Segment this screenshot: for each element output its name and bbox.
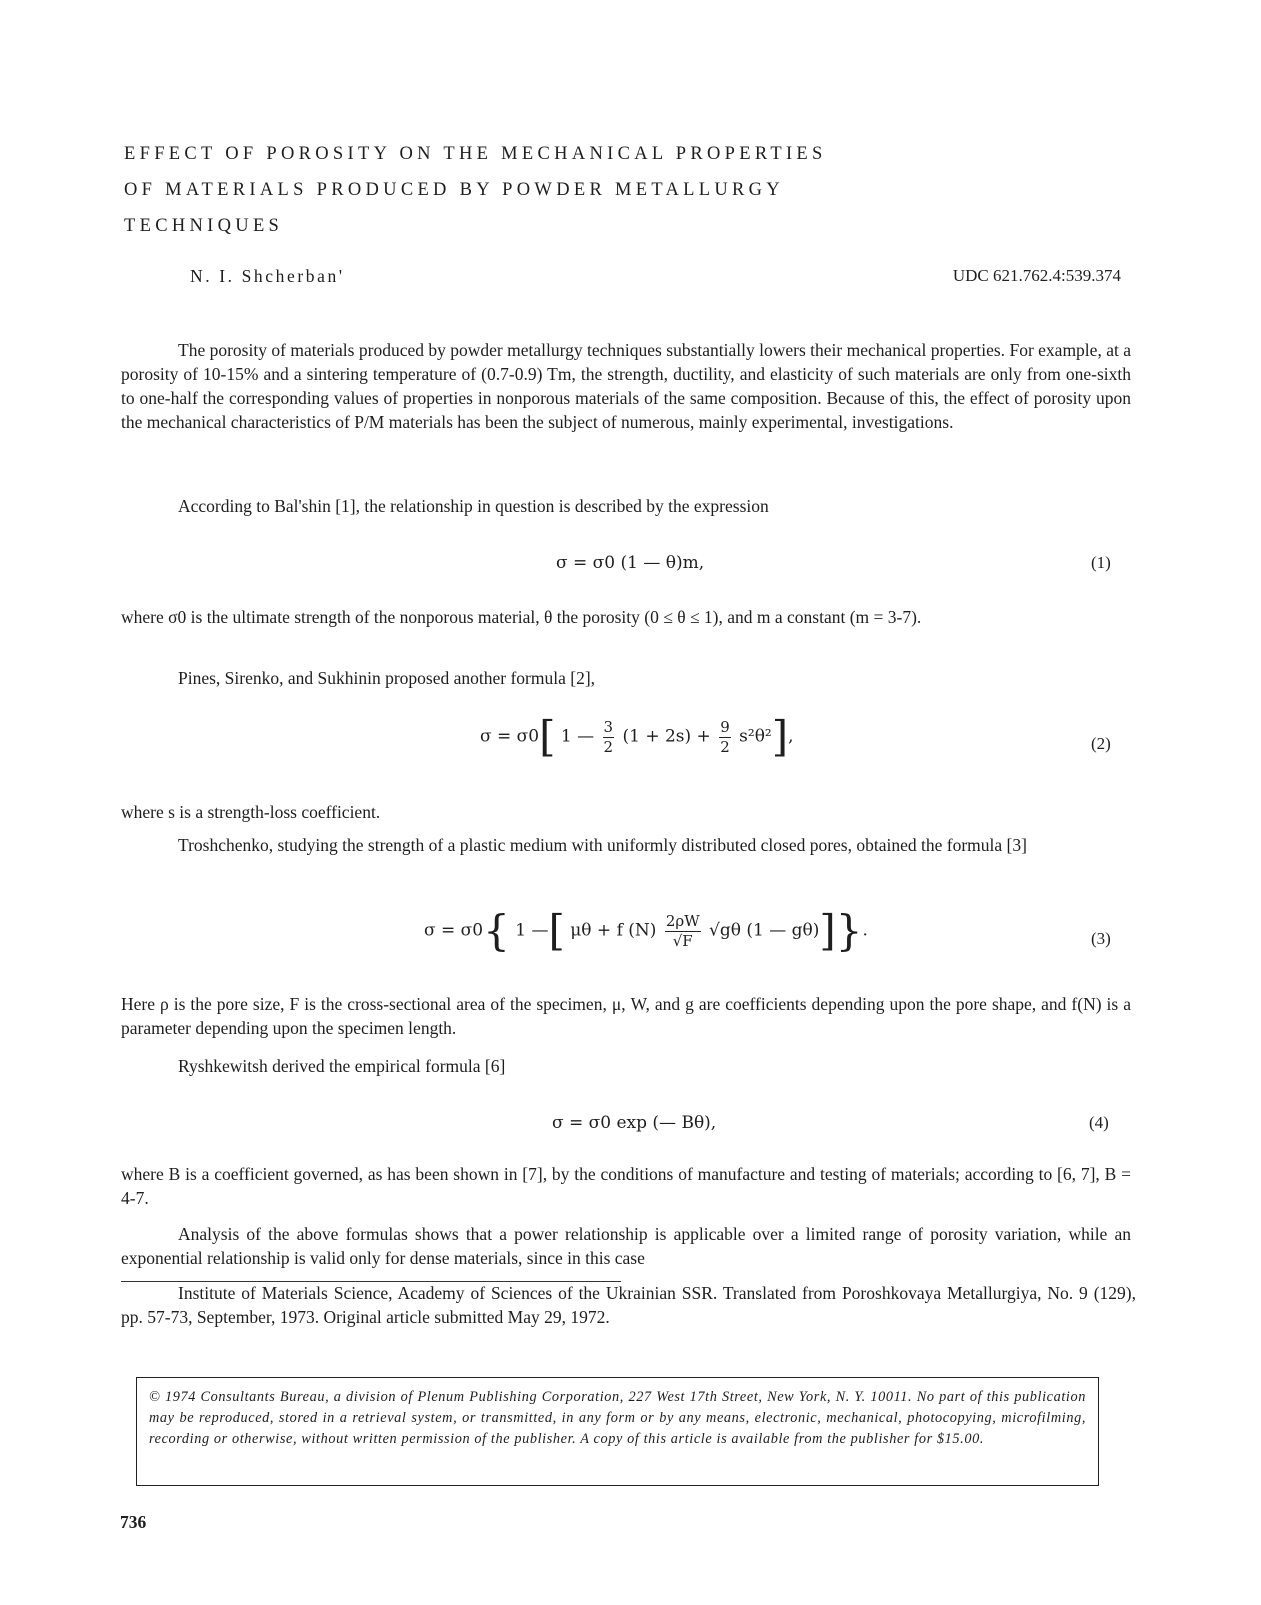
paragraph-troshchenko: Troshchenko, studying the strength of a plastic medium with uniformly distributed closed pores, obtained the formula [3] xyxy=(178,835,1027,855)
eq2-middle: (1 + 2s) + xyxy=(622,726,711,747)
eq3-inner: μθ + f (N) xyxy=(570,920,657,941)
paragraph-pines: Pines, Sirenko, and Sukhinin proposed another formula [2], xyxy=(178,668,596,688)
eq2-fraction-2-num: 9 xyxy=(720,717,730,736)
eq3-left-bracket: [ xyxy=(548,906,565,955)
eq3-prefix: σ = σ0 xyxy=(424,920,484,941)
paragraph-ryshkewitsh: Ryshkewitsh derived the empirical formula [6] xyxy=(178,1056,506,1076)
eq2-right-bracket: ] xyxy=(771,712,789,761)
page-number: 736 xyxy=(120,1512,147,1532)
equation-3-number: (3) xyxy=(1091,929,1111,948)
eq2-fraction-1 xyxy=(603,717,615,756)
eq3-one-minus: 1 — xyxy=(515,920,549,941)
equation-1: σ = σ0 (1 — θ)m, xyxy=(556,553,705,573)
copyright-text: © 1974 Consultants Bureau, a division of Plenum Publishing Corporation, 227 West 17th Street, New York, N. Y. 10011. No part of this publication may be reproduced, stored in a retrieval system, or transmitted, in any form or by any means, electronic, mechanical, photocopying, microfilming, recording or otherwise, without written permission of the publisher. A copy of this article is available from the publisher for $15.00. xyxy=(149,1389,1086,1447)
equation-1-number: (1) xyxy=(1091,553,1111,572)
equation-3: σ = σ0{ 1 —[ μθ + f (N) $\frac{2\rho W}{√F}$ √gθ (1 — gθ)]}. xyxy=(424,906,868,955)
eq2-prefix: σ = σ0 xyxy=(480,726,540,747)
eq3-fraction-den: √F xyxy=(672,931,693,950)
paragraph-eq4-definitions: where B is a coefficient governed, as has been shown in [7], by the conditions of manufacture and testing of materials; according to [6, 7], B = 4-7. xyxy=(121,1164,1131,1208)
paragraph-balshin: According to Bal'shin [1], the relationship in question is described by the expression xyxy=(178,496,769,516)
equation-4-number: (4) xyxy=(1089,1113,1109,1132)
eq3-right-brace: } xyxy=(835,906,863,955)
eq3-fraction xyxy=(665,911,701,950)
eq3-fraction-num: 2ρW xyxy=(665,911,700,930)
title-line-2: OF MATERIALS PRODUCED BY POWDER METALLURGY xyxy=(124,180,784,200)
eq3-left-brace: { xyxy=(483,906,510,955)
eq2-fraction-1-den: 2 xyxy=(603,737,614,756)
paragraph-eq1-definitions: where σ0 is the ultimate strength of the nonporous material, θ the porosity (0 ≤ θ ≤ 1), and m a constant (m = 3-7). xyxy=(121,607,922,627)
equation-4: σ = σ0 exp (— Bθ), xyxy=(552,1113,717,1133)
eq2-fraction-2 xyxy=(719,717,731,756)
eq3-tail: √gθ (1 — gθ) xyxy=(709,920,820,941)
eq2-fraction-2-den: 2 xyxy=(720,737,730,756)
paragraph-strength-loss: where s is a strength-loss coefficient. xyxy=(121,802,381,822)
eq3-right-bracket: ] xyxy=(819,906,836,955)
eq2-left-bracket: [ xyxy=(539,712,556,761)
eq2-tail: s²θ² xyxy=(739,726,772,747)
title-line-3: TECHNIQUES xyxy=(124,216,284,236)
footnote: Institute of Materials Science, Academy of Sciences of the Ukrainian SSR. Translated from Poroshkovaya Metallurgiya, No. 9 (129), pp. 57-73, September, 1973. Original article submitted May 29, 1972. xyxy=(121,1283,1136,1327)
equation-2-number: (2) xyxy=(1091,734,1111,753)
paragraph-eq3-definitions: Here ρ is the pore size, F is the cross-sectional area of the specimen, μ, W, and g are coefficients depending upon the pore shape, and f(N) is a parameter depending upon the specimen length. xyxy=(121,994,1131,1038)
author: N. I. Shcherban' xyxy=(190,266,345,286)
udc-code: UDC 621.762.4:539.374 xyxy=(952,266,1121,285)
equation-2: σ = σ0[ 1 — $\frac{3}{2}$ (1 + 2s) + $\frac{9}{2}$ s²θ²], xyxy=(480,712,794,761)
title-line-1: EFFECT OF POROSITY ON THE MECHANICAL PROPERTIES xyxy=(124,144,827,164)
eq2-one-minus: 1 — xyxy=(560,726,595,747)
paragraph-intro: The porosity of materials produced by powder metallurgy techniques substantially lowers their mechanical properties. For example, at a porosity of 10-15% and a sintering temperature of (0.7-0.9) Tm, the strength, ductility, and elasticity of such materials are only from one-sixth to one-half the corresponding values of properties in nonporous materials of the same composition. Because of this, the effect of porosity upon the mechanical characteristics of P/M materials has been the subject of numerous, mainly experimental, investigations. xyxy=(121,340,1131,432)
copyright-box xyxy=(136,1377,1099,1486)
paragraph-analysis: Analysis of the above formulas shows that a power relationship is applicable over a limited range of porosity variation, while an exponential relationship is valid only for dense materials, since in this case xyxy=(121,1224,1131,1268)
eq2-fraction-1-num: 3 xyxy=(603,717,614,736)
